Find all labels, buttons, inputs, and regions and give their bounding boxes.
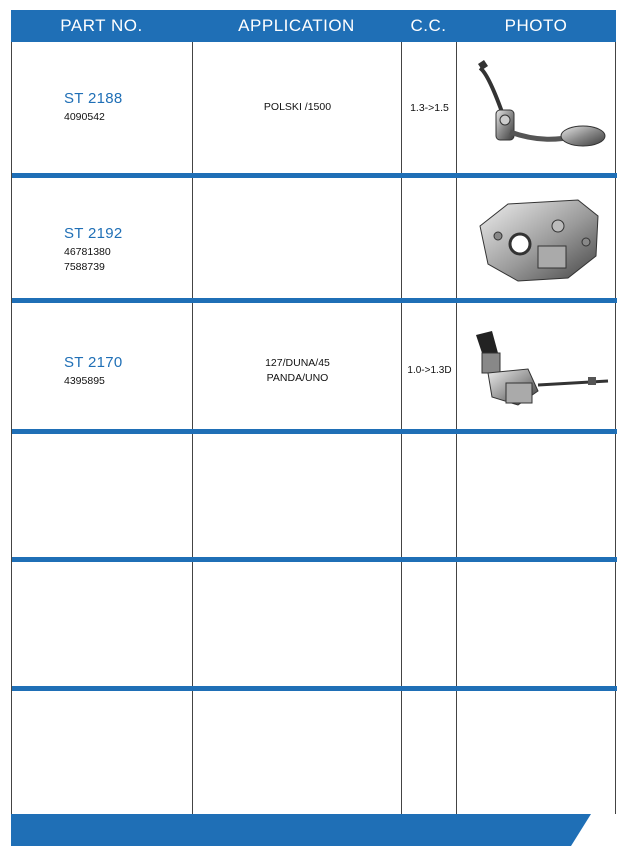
part-number: ST 2188 <box>64 90 123 107</box>
header-cc: C.C. <box>410 16 447 35</box>
oe-number: 46781380 <box>64 246 111 258</box>
table-row <box>12 434 617 557</box>
footer-bar <box>11 814 616 846</box>
header-photo: PHOTO <box>504 16 568 35</box>
part-number: ST 2170 <box>64 354 123 371</box>
oil-pump-shaft-photo <box>458 313 617 423</box>
cc-value: 1.0->1.3D <box>407 365 452 376</box>
header-application: APPLICATION <box>238 16 355 35</box>
application-text: 127/DUNA/45 <box>265 357 330 369</box>
catalog-sheet <box>11 10 616 846</box>
oe-number: 7588739 <box>64 261 105 273</box>
application-text: POLSKI /1500 <box>263 101 332 113</box>
table-row <box>12 562 617 686</box>
table-header <box>11 10 616 42</box>
oe-number: 4090542 <box>64 111 105 123</box>
application-text: PANDA/UNO <box>266 372 329 384</box>
oe-number: 4395895 <box>64 375 105 387</box>
table-row <box>12 178 617 298</box>
cc-value: 1.3->1.5 <box>410 102 449 114</box>
oil-pump-housing-photo <box>458 186 617 292</box>
part-number: ST 2192 <box>64 225 123 242</box>
header-part-no: PART NO. <box>60 16 143 35</box>
oil-pump-pickup-photo <box>458 50 617 165</box>
table-row <box>12 303 617 429</box>
table-body <box>11 42 616 814</box>
table-row <box>12 691 617 814</box>
table-row <box>12 42 617 173</box>
